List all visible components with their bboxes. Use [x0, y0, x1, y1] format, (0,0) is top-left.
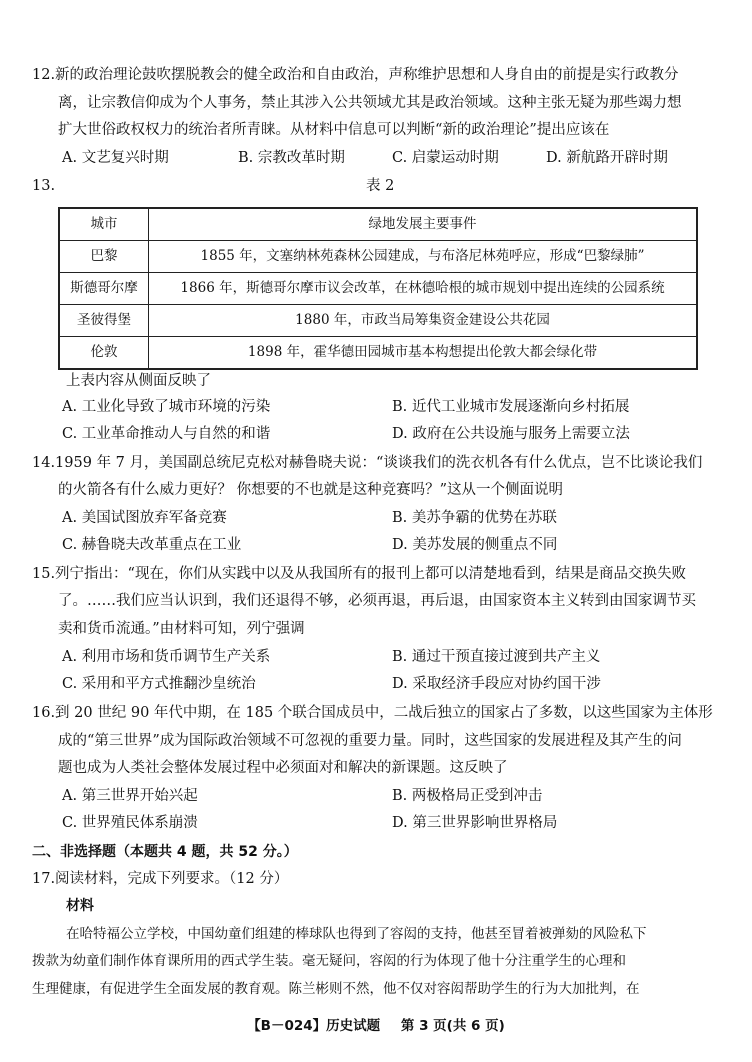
q15-line-2: 了。……我们应当认识到，我们还退得不够，必须再退，再后退，由国家资本主义转到由国家调节买: [58, 593, 696, 609]
event-cell: 1866 年，斯德哥尔摩市议会改革，在林德哈根的城市规划中提出连续的公园系统: [149, 273, 698, 305]
q12-option-b: B. 宗教改革时期: [238, 150, 345, 166]
event-cell: 1855 年，文塞纳林苑森林公园建成，与布洛尼林苑呼应，形成“巴黎绿肺”: [149, 241, 698, 273]
q12-option-a: A. 文艺复兴时期: [62, 150, 169, 166]
q16-option-b: B. 两极格局正受到冲击: [392, 788, 543, 804]
page-footer: [0, 1018, 752, 1034]
city-cell: 巴黎: [59, 241, 149, 273]
page-number: 第 3 页(共 6 页): [400, 1018, 505, 1034]
q15-option-a: A. 利用市场和货币调节生产关系: [62, 649, 271, 665]
q13-option-a: A. 工业化导致了城市环境的污染: [62, 399, 271, 415]
section-2-heading: 二、非选择题（本题共 4 题，共 52 分。）: [32, 844, 298, 860]
q15-line-3: 卖和货币流通。”由材料可知，列宁强调: [58, 621, 305, 637]
q15-line-1: 15.列宁指出：“现在，你们从实践中以及从我国所有的报刊上都可以清楚地看到，结果是商品交换失败: [32, 566, 686, 582]
green-space-table: [58, 207, 698, 370]
q17-material-label: 材料: [66, 898, 94, 914]
table-row: [59, 273, 697, 305]
q13-table-title: 表 2: [366, 178, 395, 194]
q14-option-a: A. 美国试图放弃军备竞赛: [62, 510, 227, 526]
q12-line-1: 12.新的政治理论鼓吹摆脱教会的健全政治和自由政治，声称维护思想和人身自由的前提是实行政教分: [32, 67, 679, 83]
q17-material-line-2: 拨款为幼童们制作体育课所用的西式学生装。毫无疑问，容闳的行为体现了他十分注重学生的心理和: [32, 953, 626, 969]
q12-line-3: 扩大世俗政权权力的统治者所青睐。从材料中信息可以判断“新的政治理论”提出应该在: [58, 122, 610, 138]
q12-option-d: D. 新航路开辟时期: [546, 150, 668, 166]
q16-line-3: 题也成为人类社会整体发展过程中必须面对和解决的新课题。这反映了: [58, 760, 508, 776]
event-cell: 1880 年，市政当局筹集资金建设公共花园: [149, 305, 698, 337]
q14-option-c: C. 赫鲁晓夫改革重点在工业: [62, 537, 242, 553]
q17-material-line-3: 生理健康，有促进学生全面发展的教育观。陈兰彬则不然，他不仅对容闳帮助学生的行为大加批判，在: [32, 981, 640, 997]
table-row: [59, 337, 697, 370]
q16-option-d: D. 第三世界影响世界格局: [392, 815, 558, 831]
q17-stem: 17.阅读材料，完成下列要求。（12 分）: [32, 871, 289, 887]
q13-option-b: B. 近代工业城市发展逐渐向乡村拓展: [392, 399, 630, 415]
q17-material-line-1: 在哈特福公立学校，中国幼童们组建的棒球队也得到了容闳的支持，他甚至冒着被弹劾的风险私下: [66, 926, 647, 942]
q15-option-c: C. 采用和平方式推翻沙皇统治: [62, 676, 256, 692]
header-city: 城市: [59, 208, 149, 241]
exam-code: 【B－024】历史试题: [247, 1018, 381, 1034]
q12-line-2: 离，让宗教信仰成为个人事务，禁止其涉入公共领域尤其是政治领域。这种主张无疑为那些竭力想: [58, 95, 682, 111]
header-event: 绿地发展主要事件: [149, 208, 698, 241]
q15-option-d: D. 采取经济手段应对协约国干涉: [392, 676, 601, 692]
q14-option-b: B. 美苏争霸的优势在苏联: [392, 510, 557, 526]
q15-option-b: B. 通过干预直接过渡到共产主义: [392, 649, 601, 665]
q14-option-d: D. 美苏发展的侧重点不同: [392, 537, 558, 553]
q13-option-c: C. 工业革命推动人与自然的和谐: [62, 426, 271, 442]
q13-stem: 上表内容从侧面反映了: [66, 373, 211, 389]
table-row: [59, 241, 697, 273]
q16-option-a: A. 第三世界开始兴起: [62, 788, 198, 804]
q16-line-1: 16.到 20 世纪 90 年代中期，在 185 个联合国成员中，二战后独立的国家占了多数，以这些国家为主体形: [32, 705, 713, 721]
q13-number: 13.: [32, 178, 56, 194]
q14-line-2: 的火箭各有什么威力更好？ 你想要的不也就是这种竞赛吗？”这从一个侧面说明: [58, 482, 564, 498]
event-cell: 1898 年，霍华德田园城市基本构想提出伦敦大都会绿化带: [149, 337, 698, 370]
q12-option-c: C. 启蒙运动时期: [392, 150, 499, 166]
city-cell: 圣彼得堡: [59, 305, 149, 337]
q13-option-d: D. 政府在公共设施与服务上需要立法: [392, 426, 630, 442]
q16-option-c: C. 世界殖民体系崩溃: [62, 815, 198, 831]
table-header-row: [59, 208, 697, 241]
q16-line-2: 成的“第三世界”成为国际政治领域不可忽视的重要力量。同时，这些国家的发展进程及其产生的问: [58, 733, 682, 749]
table-row: [59, 305, 697, 337]
q14-line-1: 14.1959 年 7 月，美国副总统尼克松对赫鲁晓夫说：“谈谈我们的洗衣机各有什么优点，岂不比谈论我们: [32, 455, 703, 471]
city-cell: 伦敦: [59, 337, 149, 370]
city-cell: 斯德哥尔摩: [59, 273, 149, 305]
